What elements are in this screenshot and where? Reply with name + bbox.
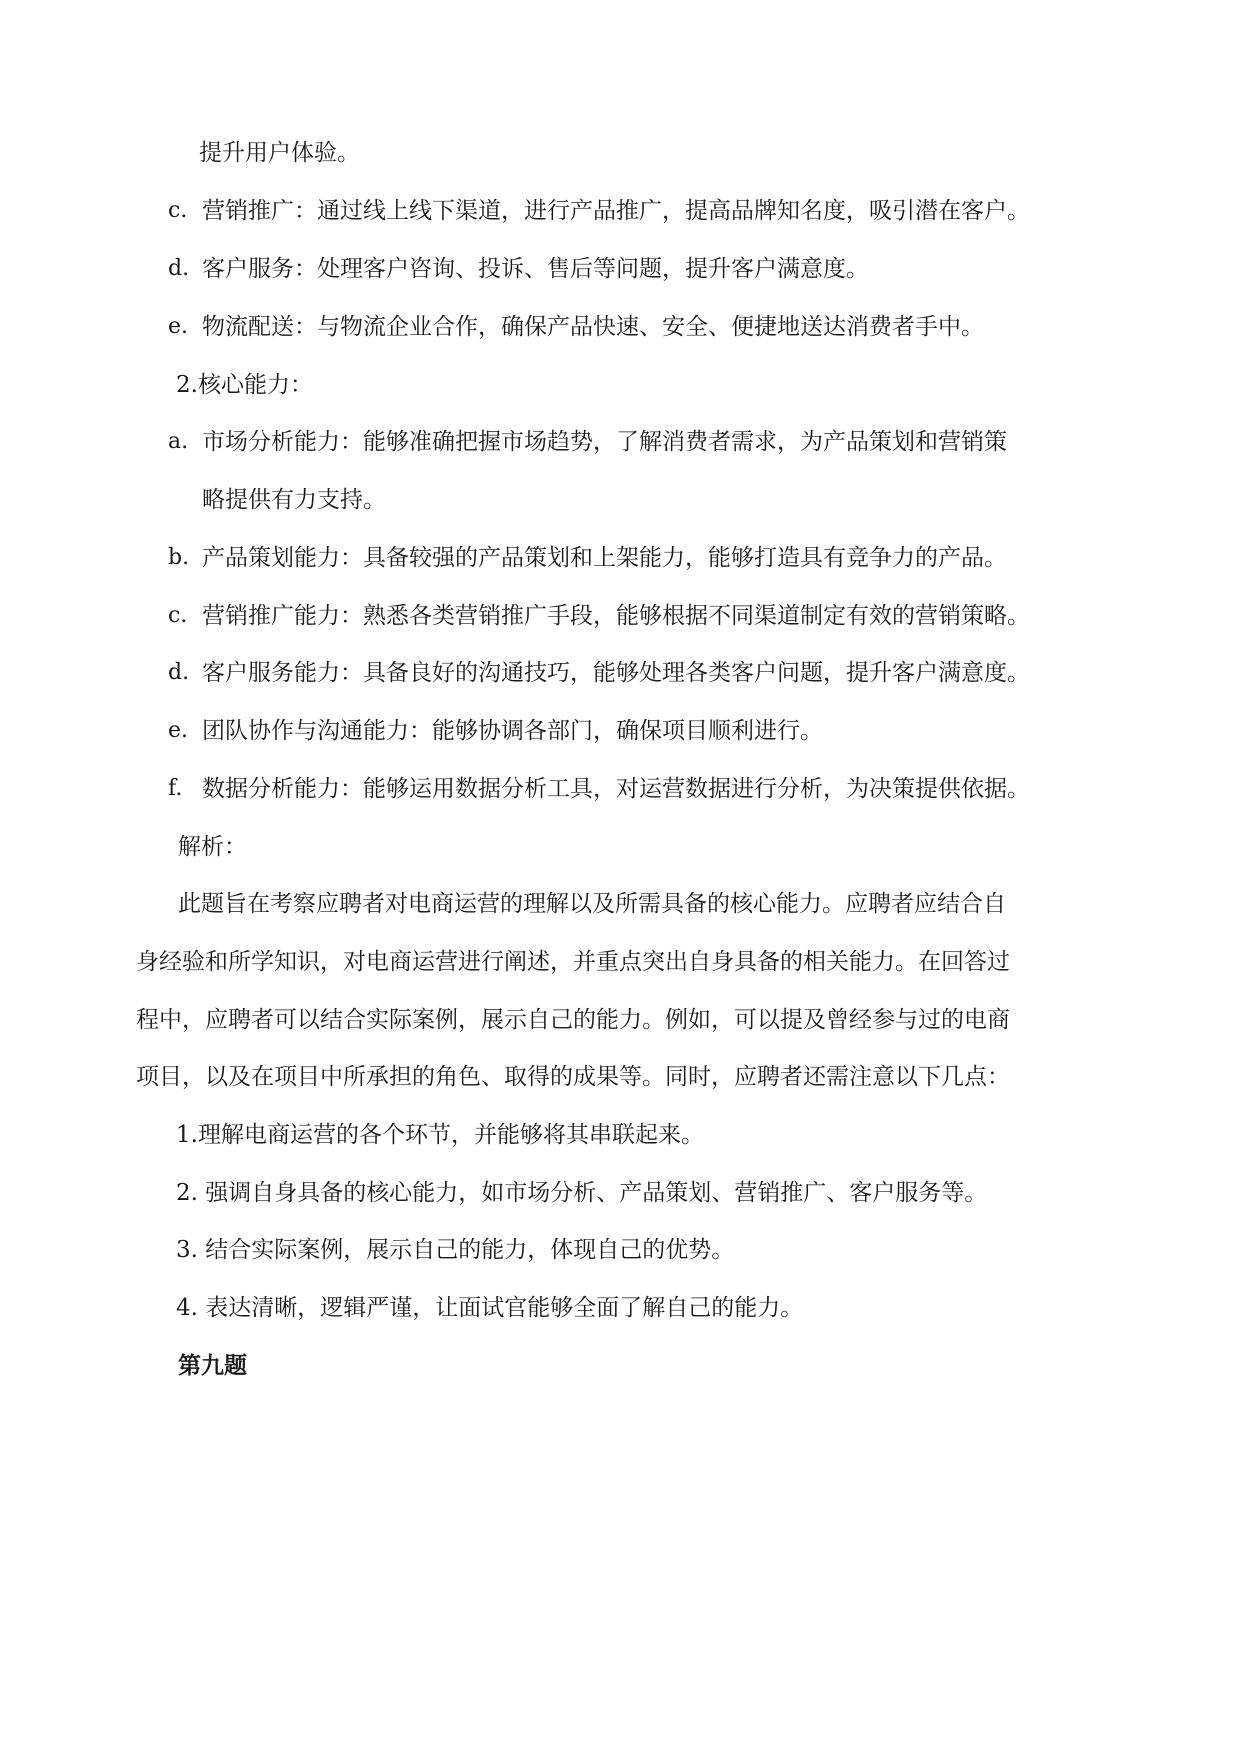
section-heading: 2.核心能力： (176, 372, 313, 398)
list-item-text: 略提供有力支持。 (202, 487, 386, 513)
list-marker: f. (168, 776, 183, 801)
list-item-text: 数据分析能力：能够运用数据分析工具，对运营数据进行分析，为决策提供依据。 (202, 776, 1030, 802)
paragraph-line: 项目，以及在项目中所承担的角色、取得的成果等。同时，应聘者还需注意以下几点： (136, 1064, 1010, 1090)
list-item-text: 团队协作与沟通能力：能够协调各部门，确保项目顺利进行。 (202, 718, 823, 744)
paragraph-line: 此题旨在考察应聘者对电商运营的理解以及所需具备的核心能力。应聘者应结合自 (178, 891, 1006, 917)
numbered-point: 1.理解电商运营的各个环节，并能够将其串联起来。 (176, 1122, 704, 1148)
list-item-text: 市场分析能力：能够准确把握市场趋势，了解消费者需求，为产品策划和营销策 (202, 429, 1007, 455)
list-marker: c. (168, 198, 188, 223)
numbered-point: 3. 结合实际案例，展示自己的能力，体现自己的优势。 (176, 1237, 735, 1263)
list-marker: d. (168, 660, 190, 685)
list-item-text: 营销推广：通过线上线下渠道，进行产品推广，提高品牌知名度，吸引潜在客户。 (202, 198, 1030, 224)
list-marker: c. (168, 603, 188, 628)
list-item-text: 提升用户体验。 (199, 140, 360, 166)
list-marker: e. (168, 314, 189, 339)
numbered-point: 4. 表达清晰，逻辑严谨，让面试官能够全面了解自己的能力。 (176, 1295, 804, 1321)
list-item-text: 产品策划能力：具备较强的产品策划和上架能力，能够打造具有竞争力的产品。 (202, 545, 1007, 571)
list-marker: b. (168, 545, 190, 570)
list-marker: e. (168, 718, 189, 743)
list-item-text: 客户服务能力：具备良好的沟通技巧，能够处理各类客户问题，提升客户满意度。 (202, 660, 1030, 686)
paragraph-line: 身经验和所学知识，对电商运营进行阐述，并重点突出自身具备的相关能力。在回答过 (136, 949, 1010, 975)
list-marker: d. (168, 256, 190, 281)
list-item-text: 客户服务：处理客户咨询、投诉、售后等问题，提升客户满意度。 (202, 256, 869, 282)
analysis-heading: 解析： (178, 834, 247, 860)
question-heading: 第九题 (178, 1352, 247, 1379)
paragraph-line: 程中，应聘者可以结合实际案例，展示自己的能力。例如，可以提及曾经参与过的电商 (136, 1007, 1010, 1033)
list-item-text: 营销推广能力：熟悉各类营销推广手段，能够根据不同渠道制定有效的营销策略。 (202, 603, 1030, 629)
list-item-text: 物流配送：与物流企业合作，确保产品快速、安全、便捷地送达消费者手中。 (202, 314, 984, 340)
list-marker: a. (168, 429, 189, 454)
numbered-point: 2. 强调自身具备的核心能力，如市场分析、产品策划、营销推广、客户服务等。 (176, 1180, 988, 1206)
